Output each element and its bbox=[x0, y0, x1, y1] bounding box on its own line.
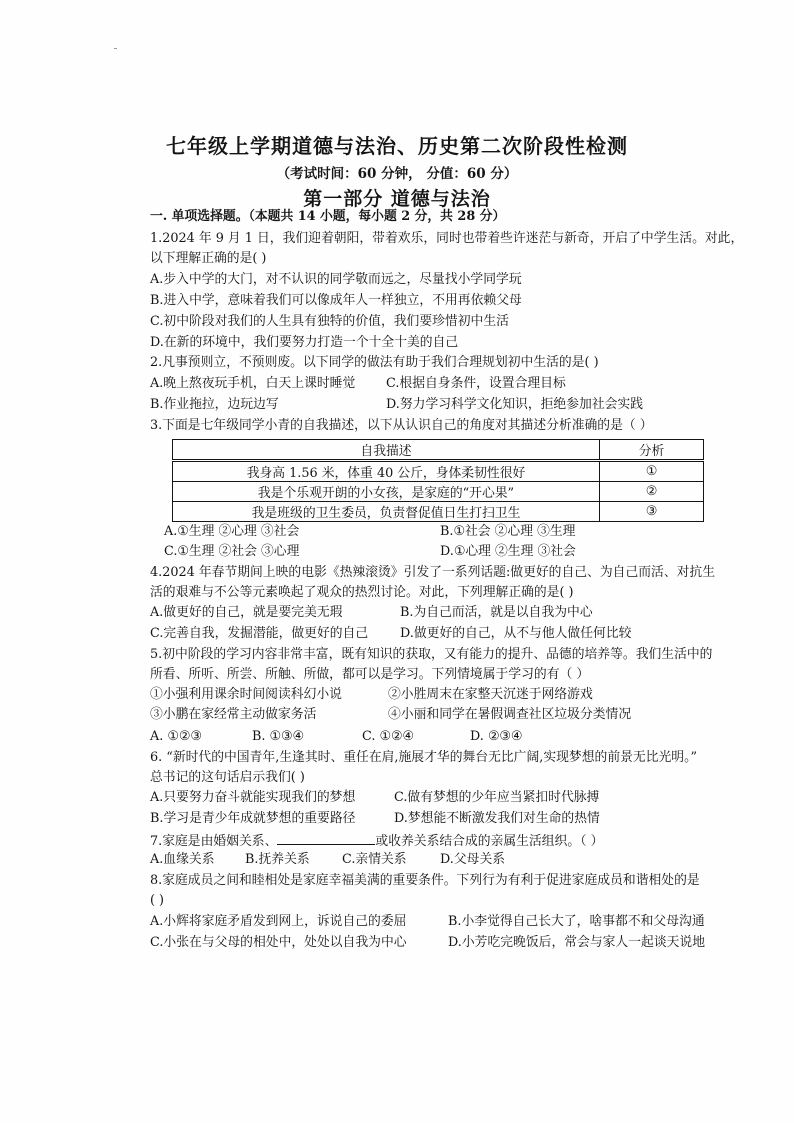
q1-option-b: B.进入中学，意味着我们可以像成年人一样独立，不用再依赖父母 bbox=[150, 293, 522, 308]
q7-option-a: A.血缘关系 bbox=[150, 852, 215, 867]
q2-option-d: D.努力学习科学文化知识，拒绝参加社会实践 bbox=[386, 397, 644, 412]
q8-option-c: C.小张在与父母的相处中，处处以自我为中心 bbox=[150, 935, 407, 950]
q2-option-b: B.作业拖拉，边玩边写 bbox=[150, 397, 279, 412]
table-cell-mark: ① bbox=[600, 461, 704, 482]
q3-option-b: B.①社会 ②心理 ③生理 bbox=[440, 524, 576, 539]
page-title: 七年级上学期道德与法治、历史第二次阶段性检测 bbox=[166, 134, 628, 158]
q1-option-c: C.初中阶段对我们的人生具有独特的价值，我们要珍惜初中生活 bbox=[150, 314, 509, 329]
q3-option-c: C.①生理 ②社会 ③心理 bbox=[164, 544, 300, 559]
table-cell-mark: ② bbox=[600, 482, 704, 502]
q3-option-d: D.①心理 ②生理 ③社会 bbox=[440, 544, 576, 559]
q1-option-d: D.在新的环境中，我们要努力打造一个十全十美的自己 bbox=[150, 335, 459, 350]
q2-stem: 2.凡事预则立，不预则废。以下同学的做法有助于我们合理规划初中生活的是( ) bbox=[150, 355, 599, 370]
q7-stem bbox=[150, 830, 603, 852]
q5-item-2: ②小胜周末在家整天沉迷于网络游戏 bbox=[388, 687, 593, 702]
exam-info: （考试时间：60 分钟， 分值：60 分） bbox=[276, 166, 518, 182]
q4-option-d: D.做更好的自己，从不与他人做任何比较 bbox=[400, 626, 632, 641]
q6-option-a: A.只要努力奋斗就能实现我们的梦想 bbox=[150, 790, 356, 805]
table-cell-description: 我身高 1.56 米，体重 40 公斤，身体柔韧性很好 bbox=[173, 461, 600, 482]
q5-item-3: ③小鹏在家经常主动做家务活 bbox=[150, 707, 317, 722]
q3-stem: 3.下面是七年级同学小青的自我描述，以下从认识自己的角度对其描述分析准确的是（ ） bbox=[150, 418, 653, 433]
q7-option-b: B.抚养关系 bbox=[245, 852, 310, 867]
q4-option-a: A.做更好的自己，就是要完美无瑕 bbox=[150, 605, 343, 620]
part-title: 第一部分 道德与法治 bbox=[303, 188, 491, 210]
table-row bbox=[173, 482, 704, 502]
q4-option-c: C.完善自我，发掘潜能，做更好的自己 bbox=[150, 626, 369, 641]
q1-option-a: A.步入中学的大门，对不认识的同学敬而远之，尽量找小学同学玩 bbox=[150, 272, 522, 287]
q3-description-table bbox=[172, 439, 704, 522]
table-row bbox=[173, 502, 704, 522]
section-heading: 一. 单项选择题。（本题共 14 小题，每小题 2 分，共 28 分） bbox=[150, 209, 506, 224]
q7-stem-part-2: 或收养关系结合成的亲属生活组织。（ ） bbox=[375, 834, 604, 849]
q5-stem-1: 5.初中阶段的学习内容非常丰富，既有知识的获取，又有能力的提升、品德的培养等。我们生活中的 bbox=[150, 647, 713, 662]
table-row bbox=[173, 461, 704, 482]
q8-option-d: D.小芳吃完晚饭后，常会与家人一起谈天说地 bbox=[448, 935, 706, 950]
q8-stem-2: ( ) bbox=[150, 893, 165, 908]
q4-stem-2: 活的艰难与不公等元素唤起了观众的热烈讨论。对此，下列理解正确的是( ) bbox=[150, 585, 574, 600]
q7-stem-part-1: 7.家庭是由婚姻关系、 bbox=[150, 834, 278, 849]
q2-option-c: C.根据自身条件，设置合理目标 bbox=[386, 376, 566, 391]
q5-option-d: D. ②③④ bbox=[470, 729, 523, 744]
q5-stem-2: 所看、所听、所尝、所触、所做，都可以是学习。下列情境属于学习的有（ ） bbox=[150, 667, 590, 682]
q5-option-c: C. ①②④ bbox=[362, 729, 414, 744]
table-cell-description: 我是班级的卫生委员，负责督促值日生打扫卫生 bbox=[173, 502, 600, 522]
q4-option-b: B.为自己而活，就是以自我为中心 bbox=[400, 605, 593, 620]
q8-stem-1: 8.家庭成员之间和睦相处是家庭幸福美满的重要条件。下列行为有利于促进家庭成员和谐相处的是 bbox=[150, 873, 700, 888]
q8-option-a: A.小辉将家庭矛盾发到网上，诉说自己的委屈 bbox=[150, 914, 407, 929]
table-header-row bbox=[173, 440, 704, 461]
q8-option-b: B.小李觉得自己长大了，啥事都不和父母沟通 bbox=[448, 914, 705, 929]
q4-stem-1: 4.2024 年春节期间上映的电影《热辣滚烫》引发了一系列话题:做更好的自己、为自己而活、对抗生 bbox=[150, 565, 716, 580]
table-cell-mark: ③ bbox=[600, 502, 704, 522]
scan-mark bbox=[114, 48, 117, 49]
table-cell-description: 我是个乐观开朗的小女孩，是家庭的“开心果” bbox=[173, 482, 600, 502]
table-header-analysis: 分析 bbox=[600, 440, 704, 461]
q5-item-4: ④小丽和同学在暑假调查社区垃圾分类情况 bbox=[388, 707, 632, 722]
q7-fill-blank[interactable] bbox=[277, 830, 375, 845]
q6-stem-1: 6. “新时代的中国青年,生逢其时、重任在肩,施展才华的舞台无比广阔,实现梦想的前景无比光明。” bbox=[150, 750, 698, 765]
q6-stem-2: 总书记的这句话启示我们( ) bbox=[150, 770, 305, 785]
q1-stem-1: 1.2024 年 9 月 1 日，我们迎着朝阳，带着欢乐，同时也带着些许迷茫与新奇，开启了中学生活。对此， bbox=[150, 231, 744, 246]
table-header-description: 自我描述 bbox=[173, 440, 600, 461]
q5-option-a: A. ①②③ bbox=[150, 729, 202, 744]
q6-option-d: D.梦想能不断激发我们对生命的热情 bbox=[394, 811, 600, 826]
q7-option-d: D.父母关系 bbox=[440, 852, 506, 867]
q6-option-c: C.做有梦想的少年应当紧扣时代脉搏 bbox=[394, 790, 600, 805]
q7-option-c: C.亲情关系 bbox=[342, 852, 407, 867]
q2-option-a: A.晚上熬夜玩手机，白天上课时睡觉 bbox=[150, 376, 356, 391]
q5-option-b: B. ①③④ bbox=[252, 729, 304, 744]
q5-item-1: ①小强利用课余时间阅读科幻小说 bbox=[150, 687, 342, 702]
q6-option-b: B.学习是青少年成就梦想的重要路径 bbox=[150, 811, 356, 826]
q1-stem-2: 以下理解正确的是( ) bbox=[150, 251, 267, 266]
q3-option-a: A.①生理 ②心理 ③社会 bbox=[164, 524, 300, 539]
